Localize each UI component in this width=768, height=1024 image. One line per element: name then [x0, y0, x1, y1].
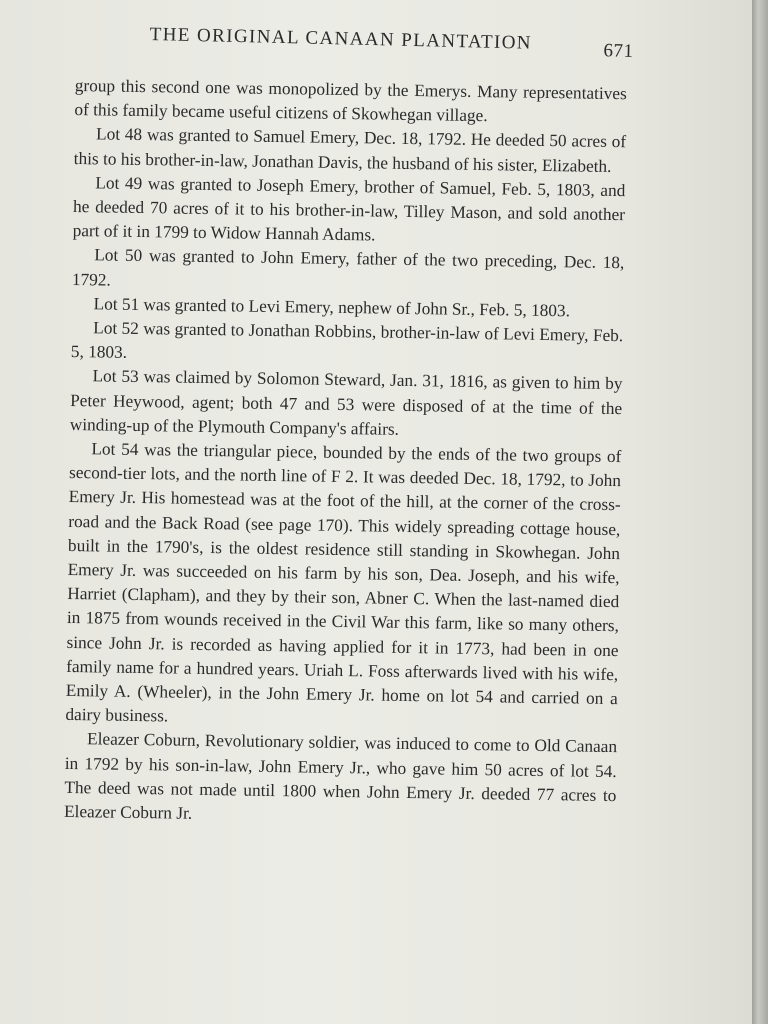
page-number: 671	[603, 40, 634, 62]
paragraph-lot-49: Lot 49 was granted to Joseph Emery, brother of Samuel, Feb. 5, 1803, and he deeded 70 acres of it to his brother-in-law, Tilley Mason, and sold another part of it in 1799 to Widow Hannah Adams.	[72, 173, 626, 245]
paragraph-lot-54: Lot 54 was the triangular piece, bounded by the ends of the two groups of second-tier lots, and the north line of F 2. It was deeded Dec. 18, 1792, to John Emery Jr. His homestead was at the foot of the hill, at the corner of the cross-road and the Back Road (see page 170). This widely spreading cottage house, built in the 1790's, is the oldest residence still standing in Skowhegan. John Emery Jr. was succeeded on his farm by his son, Dea. Joseph, and his wife, Harriet (Clapham), and they by their son, Abner C. When the last-named died in 1875 from wounds received in the Civil War this farm, like so many others, since John Jr. is recorded as having applied for it in 1773, had been in one family name for a hundred years. Uriah L. Foss afterwards lived with his wife, Emily A. (Wheeler), in the John Emery Jr. home on lot 54 and carried on a dairy business.	[65, 439, 622, 726]
paragraph-lot-51: Lot 51 was granted to Levi Emery, nephew of John Sr., Feb. 5, 1803.	[93, 294, 571, 321]
paragraph-lot-48: Lot 48 was granted to Samuel Emery, Dec. 18, 1792. He deeded 50 acres of this to his brother-in-law, Jonathan Davis, the husband of his sister, Elizabeth.	[73, 124, 627, 176]
page-edge	[752, 0, 768, 1024]
paragraph-continued: group this second one was monopolized by the Emerys. Many representatives of this family became useful citizens of Skowhegan village.	[74, 75, 627, 126]
paragraph-lot-52: Lot 52 was granted to Jonathan Robbins, brother-in-law of Levi Emery, Feb. 5, 1803.	[70, 318, 624, 363]
running-head-title: THE ORIGINAL CANAAN PLANTATION	[149, 24, 533, 54]
paragraph-eleazer-coburn: Eleazer Coburn, Revolutionary soldier, was induced to come to Old Canaan in 1792 by his son-in-law, John Emery Jr., who gave him 50 acres of lot 54. The deed was not made until 1800 when John Emery Jr. deeded 77 acres to Eleazer Coburn Jr.	[63, 729, 618, 823]
paragraph-lot-50: Lot 50 was granted to John Emery, father of the two preceding, Dec. 18, 1792.	[71, 245, 625, 290]
running-head	[149, 24, 634, 65]
paragraph-lot-53: Lot 53 was claimed by Solomon Steward, Jan. 31, 1816, as given to him by Peter Heywood, agent; both 47 and 53 were disposed of at the time of the winding-up of the Plymouth Company's affairs.	[69, 366, 623, 439]
body-text	[64, 74, 627, 832]
